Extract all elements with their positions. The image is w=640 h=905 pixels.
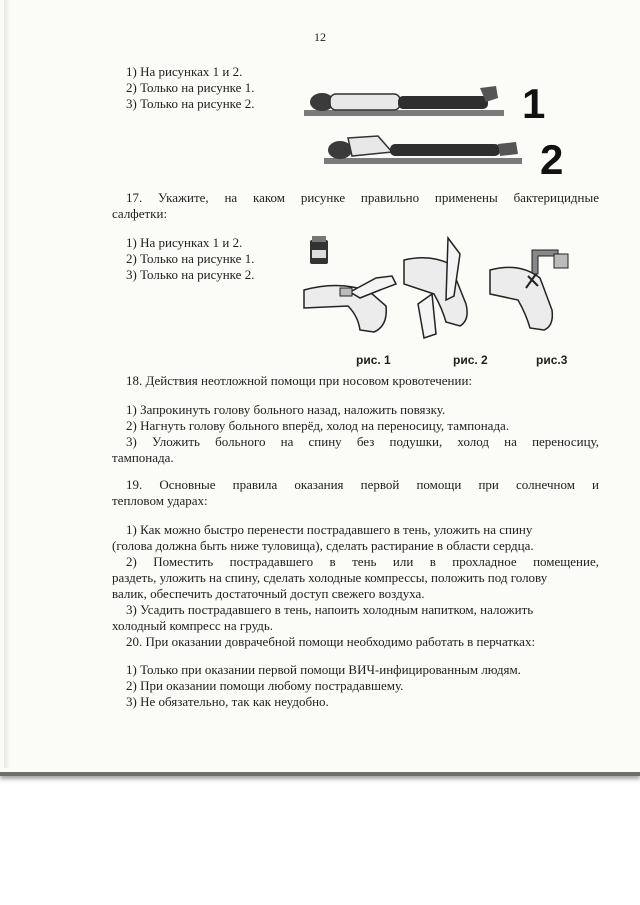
q17-caption-2: рис. 2 [453, 353, 488, 367]
lying-person-figure-2 [324, 136, 522, 164]
q16-option-3: 3) Только на рисунке 2. [126, 96, 255, 111]
q20-option-3: 3) Не обязательно, так как неудобно. [126, 694, 329, 709]
page-number: 12 [314, 30, 326, 44]
q17-option-1: 1) На рисунках 1 и 2. [126, 235, 243, 250]
q18-option-1: 1) Запрокинуть голову больного назад, наложить повязку. [126, 402, 446, 417]
q17-text-line-2: салфетки: [112, 206, 168, 221]
q17-option-3: 3) Только на рисунке 2. [126, 267, 255, 282]
page-edge-shadow [4, 0, 10, 768]
q19-option-1-line-1: 1) Как можно быстро перенести пострадавшего в тень, уложить на спину [126, 522, 533, 537]
q17-text-line-1: 17. Укажите, на каком рисунке правильно применены бактерицидные [126, 190, 599, 205]
lying-person-figure-1 [304, 86, 504, 116]
q18-text: 18. Действия неотложной помощи при носовом кровотечении: [126, 373, 473, 388]
q19-option-1-line-2: (голова должна быть ниже туловища), сделать растирание в области сердца. [112, 538, 534, 553]
wipe-figure-1 [304, 236, 396, 332]
q20-text: 20. При оказании доврачебной помощи необходимо работать в перчатках: [126, 634, 536, 649]
q17-option-2: 2) Только на рисунке 1. [126, 251, 255, 266]
q16-figures [300, 80, 600, 180]
q16-option-1: 1) На рисунках 1 и 2. [126, 64, 243, 79]
q20-option-1: 1) Только при оказании первой помощи ВИЧ-инфицированным людям. [126, 662, 521, 677]
figure-1-number: 1 [522, 80, 546, 127]
q19-option-2-line-1: 2) Поместить пострадавшего в тень или в прохладное помещение, [126, 554, 599, 569]
q17-wipe-figures [300, 234, 600, 346]
q18-option-3-line-2: тампонада. [112, 450, 174, 465]
q19-text-line-1: 19. Основные правила оказания первой помощи при солнечном и [126, 477, 599, 492]
q19-option-3-line-2: холодный компресс на грудь. [112, 618, 274, 633]
q18-option-2: 2) Нагнуть голову больного вперёд, холод на переносицу, тампонада. [126, 418, 510, 433]
q19-option-2-line-2: раздеть, уложить на спину, сделать холодные компрессы, положить под голову [112, 570, 548, 585]
wipe-figure-2 [404, 238, 467, 338]
wipe-figure-3 [490, 250, 568, 330]
q20-option-2: 2) При оказании помощи любому пострадавшему. [126, 678, 404, 693]
q18-option-3-line-1: 3) Уложить больного на спину без подушки, холод на переносицу, [126, 434, 599, 449]
q19-option-3-line-1: 3) Усадить пострадавшего в тень, напоить холодным напитком, наложить [126, 602, 534, 617]
q17-caption-3: рис.3 [536, 353, 568, 367]
q17-caption-1: рис. 1 [356, 353, 391, 367]
figure-2-number: 2 [540, 136, 564, 180]
q19-option-2-line-3: валик, обеспечить достаточный доступ свежего воздуха. [112, 586, 425, 601]
q19-text-line-2: тепловом ударах: [112, 493, 208, 508]
q16-option-2: 2) Только на рисунке 1. [126, 80, 255, 95]
